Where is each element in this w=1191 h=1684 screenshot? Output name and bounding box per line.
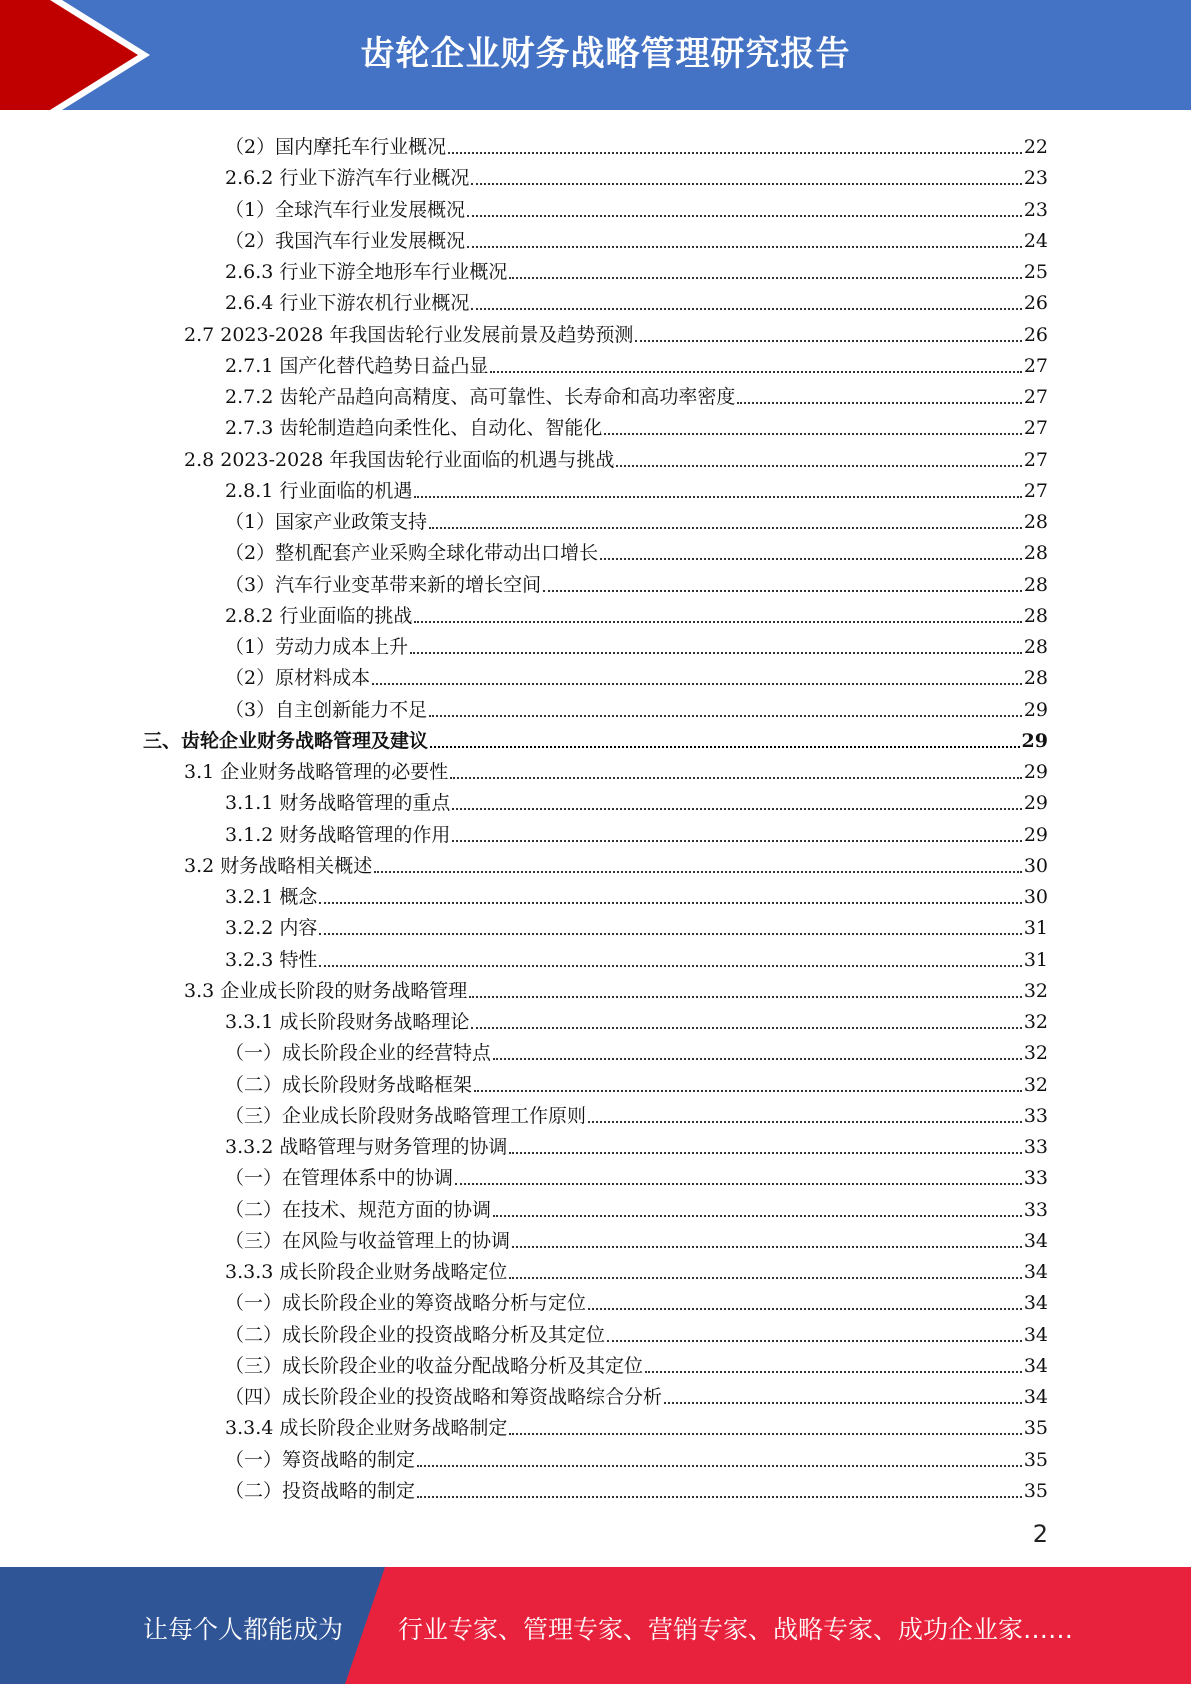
toc-entry-label: 3.2 财务战略相关概述 (184, 855, 373, 877)
toc-dot-leader (471, 1027, 1021, 1029)
toc-entry-page: 35 (1023, 1480, 1048, 1502)
toc-dot-leader (607, 1340, 1022, 1342)
toc-entry-page: 34 (1023, 1355, 1048, 1377)
toc-entry-label: 3.1 企业财务战略管理的必要性 (184, 761, 449, 783)
toc-entry-page: 34 (1023, 1324, 1048, 1346)
toc-entry-page: 29 (1023, 699, 1048, 721)
toc-entry-page: 29 (1023, 824, 1048, 846)
toc-dot-leader (452, 808, 1021, 810)
toc-entry-page: 26 (1023, 324, 1048, 346)
toc-entry-page: 28 (1023, 636, 1048, 658)
toc-dot-leader (645, 1371, 1022, 1373)
toc-entry-label: （1）国家产业政策支持 (225, 511, 428, 533)
toc-dot-leader (429, 527, 1022, 529)
toc-entry-page: 28 (1023, 511, 1048, 533)
toc-entry-page: 33 (1023, 1167, 1048, 1189)
toc-entry-label: 3.2.2 内容 (225, 917, 318, 939)
toc-entry-label: 2.8.2 行业面临的挑战 (225, 605, 413, 627)
toc-entry-page: 32 (1023, 1042, 1048, 1064)
toc-entry-label: （2）我国汽车行业发展概况 (225, 230, 466, 252)
toc-entry-page: 34 (1023, 1261, 1048, 1283)
toc-entry[interactable] (225, 1441, 1048, 1472)
toc-entry[interactable] (225, 941, 1048, 972)
toc-entry[interactable] (225, 222, 1048, 253)
toc-entry-label: 3.2.1 概念 (225, 886, 318, 908)
toc-entry-page: 30 (1023, 886, 1048, 908)
toc-entry-page: 29 (1023, 761, 1048, 783)
toc-dot-leader (372, 683, 1022, 685)
toc-dot-leader (467, 215, 1022, 217)
toc-entry-page: 25 (1023, 261, 1048, 283)
toc-dot-leader (604, 433, 1021, 435)
toc-entry-label: （四）成长阶段企业的投资战略和筹资战略综合分析 (225, 1386, 663, 1408)
toc-entry-label: （2）整机配套产业采购全球化带动出口增长 (225, 542, 599, 564)
toc-dot-leader (455, 1183, 1022, 1185)
toc-entry[interactable] (225, 347, 1048, 378)
toc-dot-leader (588, 1308, 1022, 1310)
toc-dot-leader (588, 1121, 1022, 1123)
page-header (0, 0, 1191, 110)
toc-entry-label: （二）成长阶段财务战略框架 (225, 1074, 473, 1096)
toc-entry-page: 28 (1023, 605, 1048, 627)
toc-entry-label: （三）在风险与收益管理上的协调 (225, 1230, 511, 1252)
toc-entry-page: 29 (1021, 730, 1048, 752)
footer-slogan-left: 让每个人都能成为 (143, 1615, 344, 1644)
toc-entry-label: 3.2.3 特性 (225, 949, 318, 971)
toc-entry[interactable] (225, 191, 1048, 222)
toc-entry-page: 34 (1023, 1292, 1048, 1314)
toc-dot-leader (429, 715, 1022, 717)
toc-dot-leader (512, 1246, 1022, 1248)
toc-entry-page: 26 (1023, 292, 1048, 314)
toc-entry-label: （3）汽车行业变革带来新的增长空间 (225, 574, 542, 596)
toc-dot-leader (448, 152, 1022, 154)
footer-slogan-right: 行业专家、管理专家、营销专家、战略专家、成功企业家…… (398, 1615, 1074, 1644)
toc-entry[interactable] (225, 1409, 1048, 1440)
toc-entry[interactable] (225, 472, 1048, 503)
toc-dot-leader (509, 1433, 1021, 1435)
toc-dot-leader (471, 308, 1021, 310)
toc-dot-leader (509, 1152, 1021, 1154)
toc-dot-leader (493, 1215, 1022, 1217)
toc-entry-page: 28 (1023, 667, 1048, 689)
toc-entry-page: 22 (1023, 136, 1048, 158)
toc-entry-label: （三）企业成长阶段财务战略管理工作原则 (225, 1105, 587, 1127)
toc-dot-leader (417, 1496, 1022, 1498)
toc-entry-page: 31 (1023, 949, 1048, 971)
page-number: 2 (1032, 1520, 1048, 1548)
toc-entry-label: （一）成长阶段企业的经营特点 (225, 1042, 492, 1064)
toc-entry-page: 27 (1023, 386, 1048, 408)
toc-entry-label: （1）全球汽车行业发展概况 (225, 199, 466, 221)
toc-entry-page: 35 (1023, 1417, 1048, 1439)
toc-entry[interactable] (225, 378, 1048, 409)
page-footer (0, 1567, 1191, 1684)
toc-entry[interactable] (225, 503, 1048, 534)
report-title: 齿轮企业财务战略管理研究报告 (360, 34, 851, 74)
toc-entry-label: 3.3.3 成长阶段企业财务战略定位 (225, 1261, 508, 1283)
toc-entry[interactable] (225, 909, 1048, 940)
toc-dot-leader (319, 902, 1021, 904)
toc-dot-leader (319, 965, 1021, 967)
toc-dot-leader (471, 183, 1021, 185)
toc-entry-page: 32 (1023, 1074, 1048, 1096)
toc-entry[interactable] (225, 659, 1048, 690)
toc-dot-leader (414, 496, 1021, 498)
toc-entry[interactable] (225, 1191, 1048, 1222)
toc-entry-label: 3.3.4 成长阶段企业财务战略制定 (225, 1417, 508, 1439)
toc-dot-leader (543, 590, 1022, 592)
toc-dot-leader (490, 371, 1021, 373)
toc-dot-leader (493, 1058, 1022, 1060)
toc-entry-label: 3.1.1 财务战略管理的重点 (225, 792, 451, 814)
toc-entry[interactable] (225, 1284, 1048, 1315)
toc-entry-label: 3.3.1 成长阶段财务战略理论 (225, 1011, 470, 1033)
toc-entry[interactable] (225, 1347, 1048, 1378)
toc-entry-label: （2）原材料成本 (225, 667, 371, 689)
toc-dot-leader (414, 621, 1021, 623)
toc-dot-leader (430, 746, 1020, 748)
toc-entry-page: 32 (1023, 1011, 1048, 1033)
toc-entry-page: 30 (1023, 855, 1048, 877)
toc-entry[interactable] (184, 316, 1048, 347)
toc-entry-page: 27 (1023, 449, 1048, 471)
toc-entry[interactable] (225, 1378, 1048, 1409)
toc-dot-leader (319, 933, 1021, 935)
toc-entry[interactable] (225, 816, 1048, 847)
toc-entry[interactable] (225, 1097, 1048, 1128)
toc-entry-label: （一）筹资战略的制定 (225, 1449, 416, 1471)
toc-entry[interactable] (225, 409, 1048, 440)
toc-entry-page: 33 (1023, 1136, 1048, 1158)
toc-entry-label: 2.7 2023-2028 年我国齿轮行业发展前景及趋势预测 (184, 324, 634, 346)
toc-entry-label: 2.6.3 行业下游全地形车行业概况 (225, 261, 508, 283)
toc-entry-label: 三、齿轮企业财务战略管理及建议 (143, 730, 429, 752)
toc-dot-leader (600, 558, 1022, 560)
toc-entry[interactable] (225, 1316, 1048, 1347)
toc-entry[interactable] (225, 1128, 1048, 1159)
toc-entry-label: （一）在管理体系中的协调 (225, 1167, 454, 1189)
toc-entry-page: 27 (1023, 480, 1048, 502)
toc-entry[interactable] (225, 1003, 1048, 1034)
toc-entry-page: 32 (1023, 980, 1048, 1002)
toc-entry[interactable] (225, 1034, 1048, 1065)
toc-dot-leader (417, 1465, 1022, 1467)
toc-entry-label: 2.7.3 齿轮制造趋向柔性化、自动化、智能化 (225, 417, 603, 439)
toc-entry-page: 31 (1023, 917, 1048, 939)
toc-entry-label: 2.6.2 行业下游汽车行业概况 (225, 167, 470, 189)
toc-entry[interactable] (225, 159, 1048, 190)
toc-entry-page: 28 (1023, 574, 1048, 596)
toc-entry-page: 33 (1023, 1199, 1048, 1221)
toc-entry-page: 27 (1023, 417, 1048, 439)
toc-dot-leader (467, 246, 1022, 248)
toc-dot-leader (474, 1090, 1022, 1092)
toc-entry-label: 2.8 2023-2028 年我国齿轮行业面临的机遇与挑战 (184, 449, 615, 471)
toc-entry-label: 2.8.1 行业面临的机遇 (225, 480, 413, 502)
toc-dot-leader (664, 1402, 1022, 1404)
toc-entry-page: 24 (1023, 230, 1048, 252)
toc-entry-page: 35 (1023, 1449, 1048, 1471)
toc-entry[interactable] (225, 1222, 1048, 1253)
toc-entry[interactable] (225, 597, 1048, 628)
toc-entry-label: 3.1.2 财务战略管理的作用 (225, 824, 451, 846)
toc-dot-leader (635, 340, 1021, 342)
toc-entry[interactable] (225, 1472, 1048, 1503)
toc-entry[interactable] (225, 128, 1048, 159)
toc-entry-label: （3）自主创新能力不足 (225, 699, 428, 721)
toc-entry-label: （二）成长阶段企业的投资战略分析及其定位 (225, 1324, 606, 1346)
toc-entry-page: 23 (1023, 167, 1048, 189)
toc-dot-leader (737, 402, 1021, 404)
toc-entry[interactable] (225, 253, 1048, 284)
toc-entry-page: 28 (1023, 542, 1048, 564)
toc-dot-leader (452, 840, 1021, 842)
toc-entry[interactable] (143, 722, 1048, 753)
toc-entry-label: （三）成长阶段企业的收益分配战略分析及其定位 (225, 1355, 644, 1377)
toc-entry-label: 3.3.2 战略管理与财务管理的协调 (225, 1136, 508, 1158)
toc-dot-leader (616, 465, 1021, 467)
toc-entry[interactable] (225, 1066, 1048, 1097)
toc-entry[interactable] (184, 441, 1048, 472)
toc-entry-page: 34 (1023, 1386, 1048, 1408)
toc-entry[interactable] (225, 628, 1048, 659)
toc-entry-label: （二）在技术、规范方面的协调 (225, 1199, 492, 1221)
toc-entry-page: 27 (1023, 355, 1048, 377)
toc-entry-label: （1）劳动力成本上升 (225, 636, 409, 658)
toc-entry-label: （一）成长阶段企业的筹资战略分析与定位 (225, 1292, 587, 1314)
toc-entry[interactable] (225, 878, 1048, 909)
toc-entry[interactable] (225, 1253, 1048, 1284)
toc-entry-label: 2.6.4 行业下游农机行业概况 (225, 292, 470, 314)
toc-entry[interactable] (184, 753, 1048, 784)
toc-entry[interactable] (225, 1159, 1048, 1190)
toc-entry[interactable] (225, 534, 1048, 565)
toc-dot-leader (374, 871, 1022, 873)
toc-entry-label: 2.7.2 齿轮产品趋向高精度、高可靠性、长寿命和高功率密度 (225, 386, 736, 408)
toc-dot-leader (509, 1277, 1021, 1279)
toc-dot-leader (410, 652, 1022, 654)
toc-entry[interactable] (225, 284, 1048, 315)
toc-entry[interactable] (184, 847, 1048, 878)
toc-entry-page: 29 (1023, 792, 1048, 814)
toc-entry[interactable] (225, 566, 1048, 597)
toc-entry[interactable] (225, 691, 1048, 722)
toc-entry-page: 34 (1023, 1230, 1048, 1252)
toc-entry[interactable] (225, 784, 1048, 815)
toc-entry-label: 2.7.1 国产化替代趋势日益凸显 (225, 355, 489, 377)
toc-entry-label: （二）投资战略的制定 (225, 1480, 416, 1502)
toc-entry-page: 23 (1023, 199, 1048, 221)
toc-entry-label: 3.3 企业成长阶段的财务战略管理 (184, 980, 468, 1002)
toc-entry-page: 33 (1023, 1105, 1048, 1127)
toc-dot-leader (450, 777, 1022, 779)
toc-entry[interactable] (184, 972, 1048, 1003)
toc-dot-leader (469, 996, 1022, 998)
toc-entry-label: （2）国内摩托车行业概况 (225, 136, 447, 158)
toc-dot-leader (509, 277, 1021, 279)
